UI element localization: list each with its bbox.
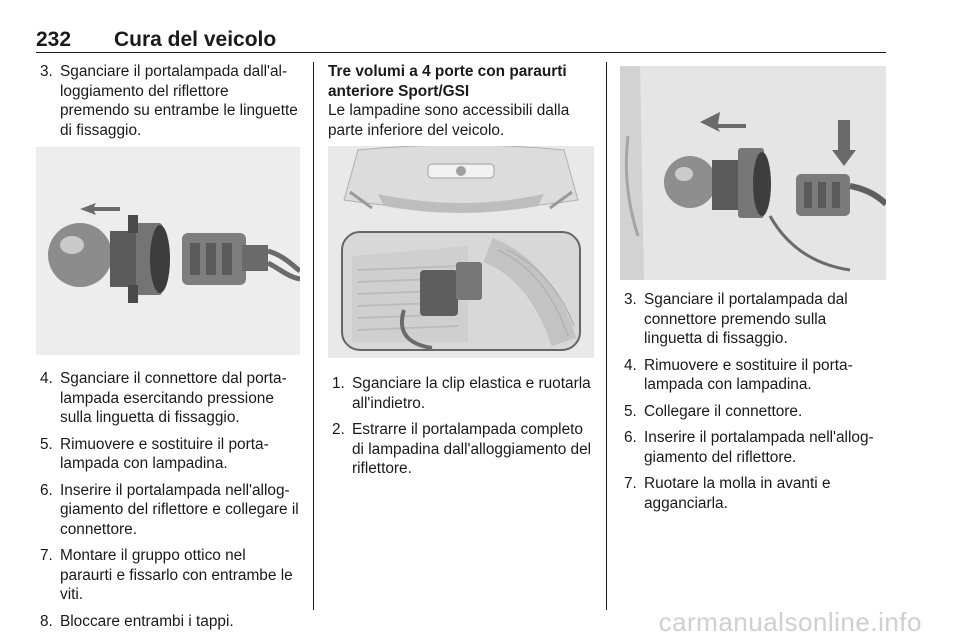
step-number: 1. — [332, 375, 345, 392]
step-list — [620, 290, 886, 513]
step-number: 6. — [40, 481, 53, 499]
step-text: Montare il gruppo ottico nel paraurti e fissarlo con entrambe le viti. — [60, 547, 293, 603]
step-text: Collegare il connettore. — [644, 402, 803, 420]
step-list-bottom — [36, 369, 300, 631]
step-text: Bloccare entrambi i tappi. — [60, 612, 234, 630]
step-text: Estrarre il portalampada completo di lampadina dall'alloggiamento del riflettore. — [352, 421, 592, 477]
step-number: 5. — [40, 435, 53, 453]
header-rule — [36, 52, 886, 53]
step-text: Rimuovere e sostituire il portalampada con lampadina. — [60, 435, 269, 472]
step-text: Sganciare il portalampada dal connettore premendo sulla linguetta di fissaggio. — [644, 291, 848, 347]
column-divider — [606, 62, 607, 610]
watermark-text: carmanualsonline.info — [658, 607, 922, 637]
step-item — [36, 546, 300, 605]
step-item — [620, 474, 886, 513]
step-text: Rimuovere e sostituire il portalampada con lampadina. — [644, 356, 853, 393]
step-number: 3. — [624, 291, 637, 308]
step-text: Ruotare la molla in avanti e agganciarla. — [644, 475, 831, 512]
intro-paragraph: Le lampadine sono accessibili dalla parte inferiore del veicolo. — [328, 102, 570, 139]
step-item — [620, 290, 886, 349]
step-number: 2. — [332, 421, 345, 438]
bumper-underside-illustration — [328, 146, 594, 358]
bulb-removal-illustration — [620, 66, 886, 280]
column-divider — [313, 62, 314, 610]
step-item — [36, 612, 300, 632]
step-number: 4. — [624, 356, 637, 374]
step-text: Sganciare il portalampada dall'alloggiamento del riflettore premendo su entrambe le linguette di fissaggio. — [60, 63, 298, 139]
step-item — [328, 420, 594, 479]
step-item — [36, 435, 300, 474]
page-header — [36, 22, 886, 52]
section-title: Cura del veicolo — [114, 28, 277, 51]
step-number: 8. — [40, 612, 53, 630]
step-number: 4. — [40, 370, 53, 387]
column-middle — [328, 62, 594, 486]
step-text: Inserire il portalampada nell'alloggiamento del riflettore. — [644, 429, 874, 466]
column-right — [620, 62, 886, 520]
column-left — [36, 62, 300, 638]
step-item — [36, 369, 300, 428]
subsection-heading: Tre volumi a 4 porte con paraurti anteriore Sport/GSI — [328, 63, 567, 100]
step-item — [620, 402, 886, 422]
step-item — [328, 374, 594, 413]
step-number: 7. — [624, 475, 637, 492]
step-number: 6. — [624, 429, 637, 446]
step-item — [620, 356, 886, 395]
step-item — [36, 62, 300, 140]
step-text: Inserire il portalampada nell'alloggiamento del riflettore e collegare il connettore. — [60, 481, 299, 538]
step-list-top — [36, 62, 300, 140]
bulb-holder-illustration — [36, 147, 300, 355]
step-list — [328, 374, 594, 479]
page-number: 232 — [36, 28, 72, 51]
step-item — [620, 428, 886, 467]
step-text: Sganciare la clip elastica e ruotarla all'indietro. — [352, 375, 591, 412]
step-text: Sganciare il connettore dal portalampada esercitando pressione sulla linguetta di fissaggio. — [60, 370, 287, 426]
step-number: 3. — [40, 63, 53, 80]
step-number: 5. — [624, 402, 637, 420]
step-item — [36, 481, 300, 540]
step-number: 7. — [40, 547, 53, 564]
